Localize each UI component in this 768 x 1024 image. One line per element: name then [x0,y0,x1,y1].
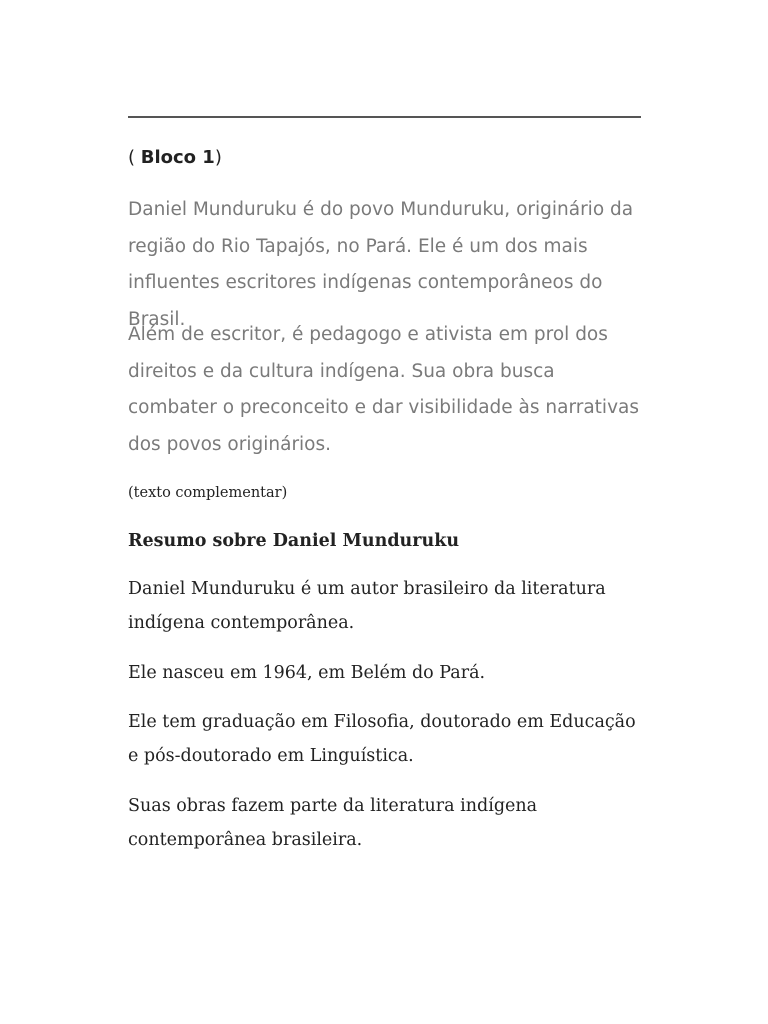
intro-paragraph-1: Daniel Munduruku é do povo Munduruku, originário da região do Rio Tapajós, no Pará. Ele é um dos mais influentes escritores indígenas contemporâneos do Brasil. [128,199,634,330]
summary-paragraph-3: Ele tem graduação em Filosofia, doutorado em Educação e pós-doutorado em Linguística. [128,712,636,766]
block-label: Bloco 1 [140,147,215,168]
summary-paragraph-2: Ele nasceu em 1964, em Belém do Pará. [128,663,486,683]
horizontal-divider [128,116,641,118]
block-open-paren: ( [128,147,141,168]
block-close-paren: ) [214,147,222,168]
block-heading [128,144,222,172]
summary-paragraph-4: Suas obras fazem parte da literatura indígena contemporânea brasileira. [128,796,538,850]
complementary-note: (texto complementar) [128,485,288,501]
summary-paragraph-1: Daniel Munduruku é um autor brasileiro da literatura indígena contemporânea. [128,579,606,633]
summary-title: Resumo sobre Daniel Munduruku [128,531,460,551]
intro-paragraph-2: Além de escritor, é pedagogo e ativista em prol dos direitos e da cultura indígena. Sua obra busca combater o preconceito e dar visibilidade às narrativas dos povos originários. [128,324,639,455]
